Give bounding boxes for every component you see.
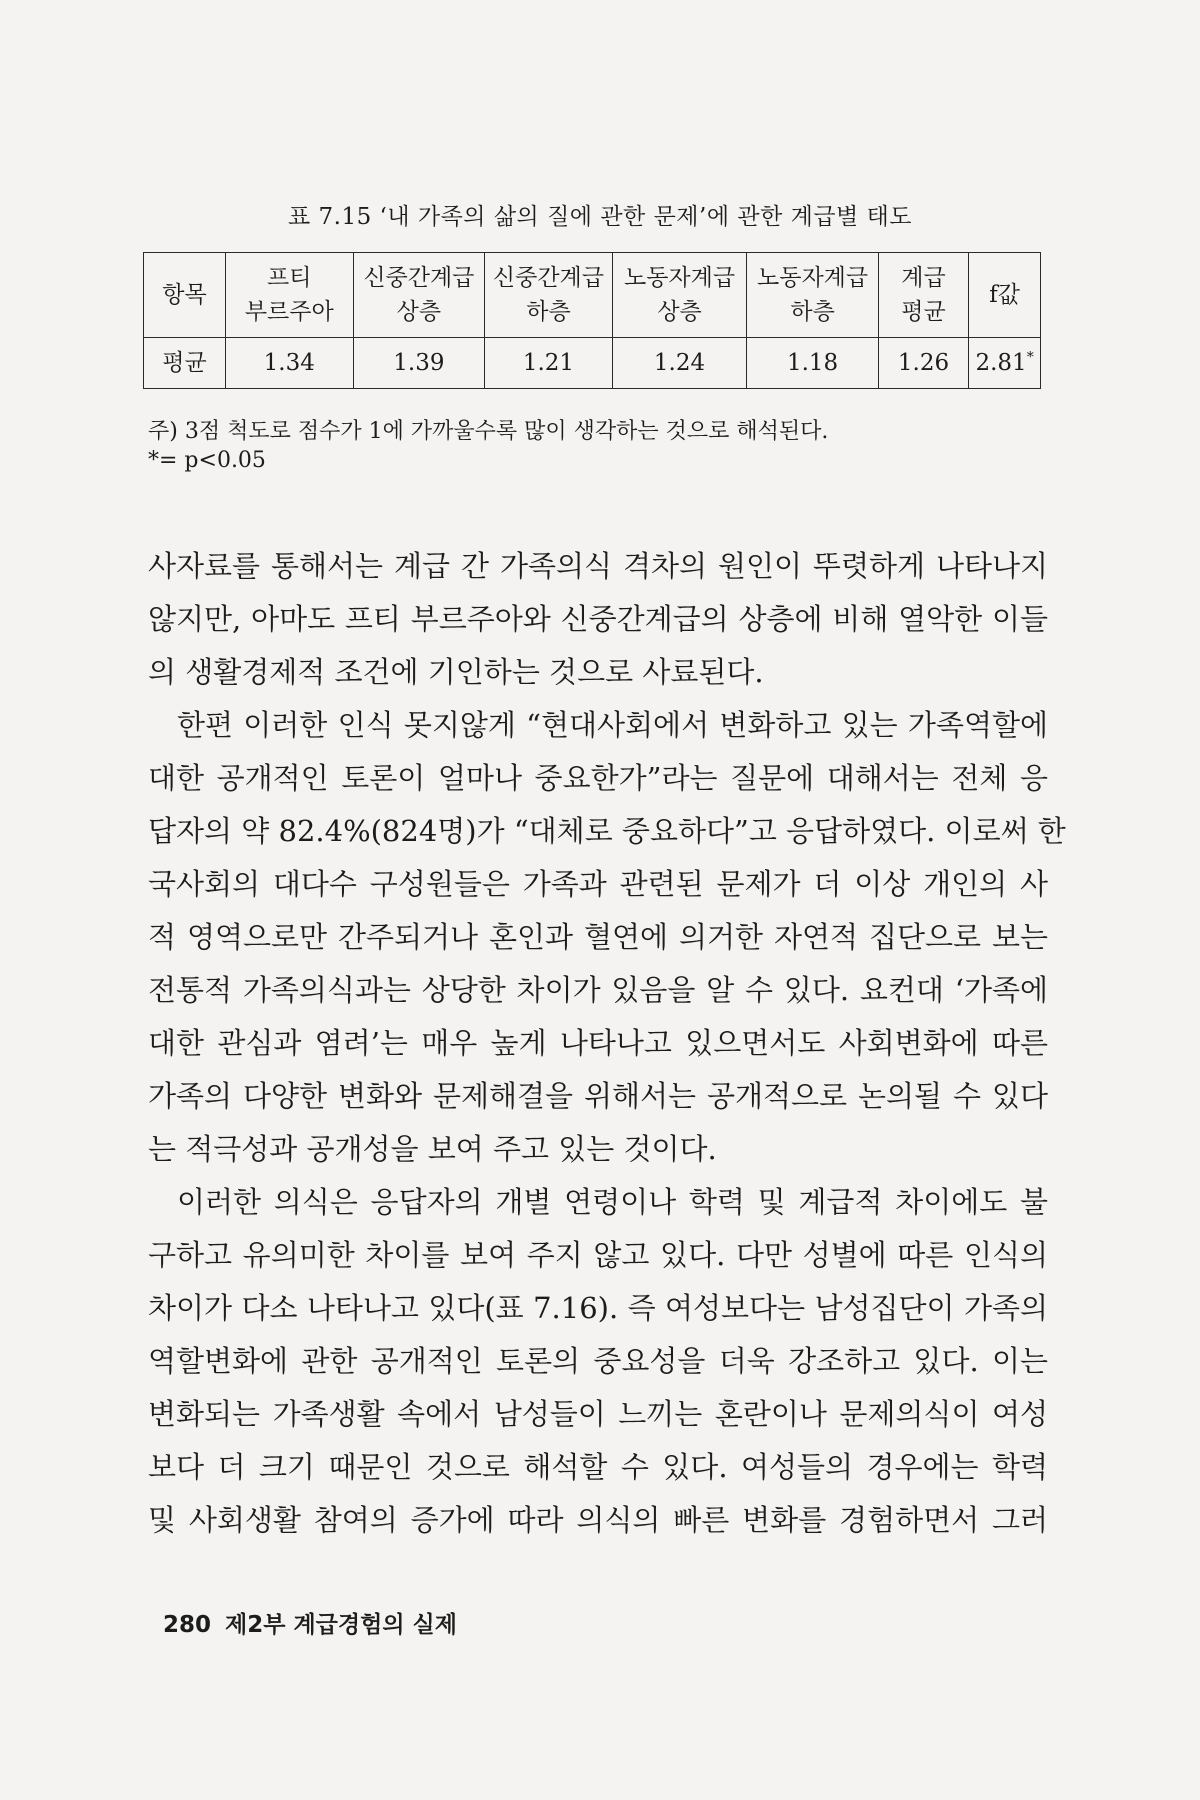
text-line: 구하고 유의미한 차이를 보여 주지 않고 있다. 다만 성별에 따른 인식의: [148, 1238, 1048, 1272]
page-number: 280: [163, 1612, 212, 1638]
cell-petit-bourgeois: 1.34: [225, 338, 353, 389]
cell-class-average: 1.26: [878, 338, 968, 389]
text-line: 국사회의 대다수 구성원들은 가족과 관련된 문제가 더 이상 개인의 사: [148, 867, 1048, 901]
significance-marker: *: [1026, 349, 1034, 366]
cell-f-value: 2.81*: [969, 338, 1041, 389]
text-line: 답자의 약 82.4%(824명)가 “대체로 중요하다”고 응답하였다. 이로써 한: [148, 814, 1066, 848]
text-line: 가족의 다양한 변화와 문제해결을 위해서는 공개적으로 논의될 수 있다: [148, 1079, 1048, 1113]
cell-new-middle-lower: 1.21: [485, 338, 613, 389]
row-label: 평균: [144, 338, 226, 389]
table-note-scale: 주) 3점 척도로 점수가 1에 가까울수록 많이 생각하는 것으로 해석된다.: [148, 419, 829, 444]
table-note-significance: *= p<0.05: [148, 448, 266, 473]
header-new-middle-lower: 신중간계급 하층: [485, 253, 613, 338]
header-working-lower: 노동자계급 하층: [747, 253, 879, 338]
text-line: 사자료를 통해서는 계급 간 가족의식 격차의 원인이 뚜렷하게 나타나지: [148, 549, 1048, 583]
class-attitude-table: [143, 252, 1041, 389]
cell-working-upper: 1.24: [612, 338, 747, 389]
table-caption: 표 7.15 ‘내 가족의 삶의 질에 관한 문제’에 관한 계급별 태도: [287, 204, 913, 230]
header-f-value: f값: [969, 253, 1041, 338]
table-row: [144, 338, 1041, 389]
text-line: 의 생활경제적 조건에 기인하는 것으로 사료된다.: [148, 655, 764, 689]
text-line: 대한 관심과 염려’는 매우 높게 나타나고 있으면서도 사회변화에 따른: [148, 1026, 1048, 1060]
text-line: 전통적 가족의식과는 상당한 차이가 있음을 알 수 있다. 요컨대 ‘가족에: [148, 973, 1048, 1007]
cell-working-lower: 1.18: [747, 338, 879, 389]
text-line: 역할변화에 관한 공개적인 토론의 중요성을 더욱 강조하고 있다. 이는: [148, 1344, 1048, 1378]
text-line: 대한 공개적인 토론이 얼마나 중요한가”라는 질문에 대해서는 전체 응: [148, 761, 1048, 795]
header-item: 항목: [144, 253, 226, 338]
text-line: 한편 이러한 인식 못지않게 “현대사회에서 변화하고 있는 가족역할에: [177, 708, 1048, 742]
text-line: 및 사회생활 참여의 증가에 따라 의식의 빠른 변화를 경험하면서 그러: [148, 1503, 1048, 1537]
header-petit-bourgeois: 프티 부르주아: [225, 253, 353, 338]
cell-new-middle-upper: 1.39: [353, 338, 485, 389]
text-line: 이러한 의식은 응답자의 개별 연령이나 학력 및 계급적 차이에도 불: [177, 1185, 1048, 1219]
page-footer: [163, 1606, 457, 1639]
text-line: 않지만, 아마도 프티 부르주아와 신중간계급의 상층에 비해 열악한 이들: [148, 602, 1048, 636]
header-working-upper: 노동자계급 상층: [612, 253, 747, 338]
header-class-average: 계급 평균: [878, 253, 968, 338]
body-text: [148, 540, 1066, 1547]
text-line: 는 적극성과 공개성을 보여 주고 있는 것이다.: [148, 1132, 717, 1166]
section-title: 제2부 계급경험의 실제: [225, 1612, 457, 1638]
text-line: 차이가 다소 나타나고 있다(표 7.16). 즉 여성보다는 남성집단이 가족의: [148, 1291, 1048, 1325]
header-new-middle-upper: 신중간계급 상층: [353, 253, 485, 338]
text-line: 보다 더 크기 때문인 것으로 해석할 수 있다. 여성들의 경우에는 학력: [148, 1450, 1048, 1484]
table-header-row: [144, 253, 1041, 338]
text-line: 적 영역으로만 간주되거나 혼인과 혈연에 의거한 자연적 집단으로 보는: [148, 920, 1048, 954]
text-line: 변화되는 가족생활 속에서 남성들이 느끼는 혼란이나 문제의식이 여성: [148, 1397, 1048, 1431]
